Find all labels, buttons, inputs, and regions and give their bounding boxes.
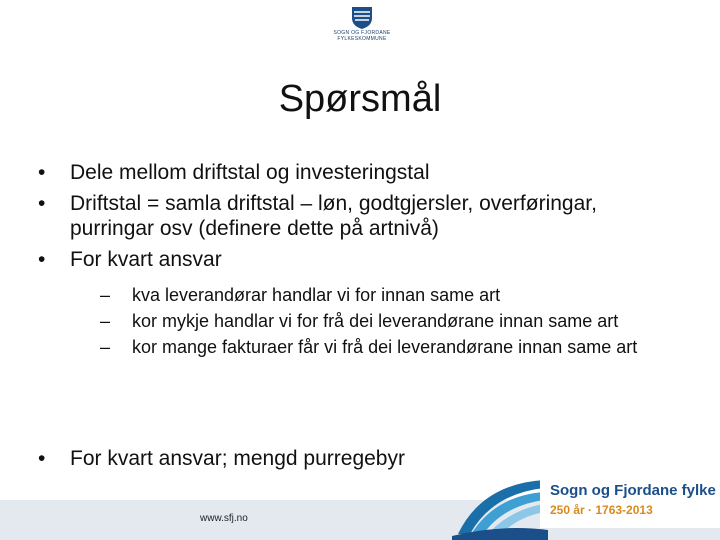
crest-icon [351, 6, 373, 30]
bullet-item [38, 160, 678, 185]
wave-emblem-icon [452, 474, 548, 540]
county-crest-logo [330, 6, 394, 50]
brand-name: Sogn og Fjordane fylke [550, 482, 716, 499]
sub-bullet-item: – kva leverandørar handlar vi for innan same art [100, 284, 678, 306]
bullet-item [38, 191, 678, 241]
bullet-text: Driftstal = samla driftstal – løn, godtgjersler, overføringar, purringar osv (definere dette på artnivå) [70, 192, 597, 240]
brand-anniversary: 250 år · 1763-2013 [550, 503, 653, 517]
bullet-item-last: • For kvart ansvar; mengd purregebyr [38, 446, 405, 471]
logo-line-1: SOGN OG FJORDANE [333, 30, 391, 36]
footer-url-link[interactable]: www.sfj.no [200, 513, 248, 524]
slide-title: Spørsmål [278, 78, 442, 120]
bullet-text: Dele mellom driftstal og investeringstal [70, 161, 430, 184]
sub-bullet-item: – kor mange fakturaer får vi frå dei leverandørane innan same art [100, 336, 678, 358]
sub-bullet-item: – kor mykje handlar vi for frå dei leverandørane innan same art [100, 310, 678, 332]
sub-bullet-list [70, 284, 678, 358]
logo-line-2: FYLKESKOMMUNE [337, 36, 387, 42]
anniversary-logo [452, 474, 720, 540]
bullet-list [38, 160, 678, 364]
bullet-text: For kvart ansvar [70, 248, 222, 271]
bullet-item [38, 247, 678, 358]
